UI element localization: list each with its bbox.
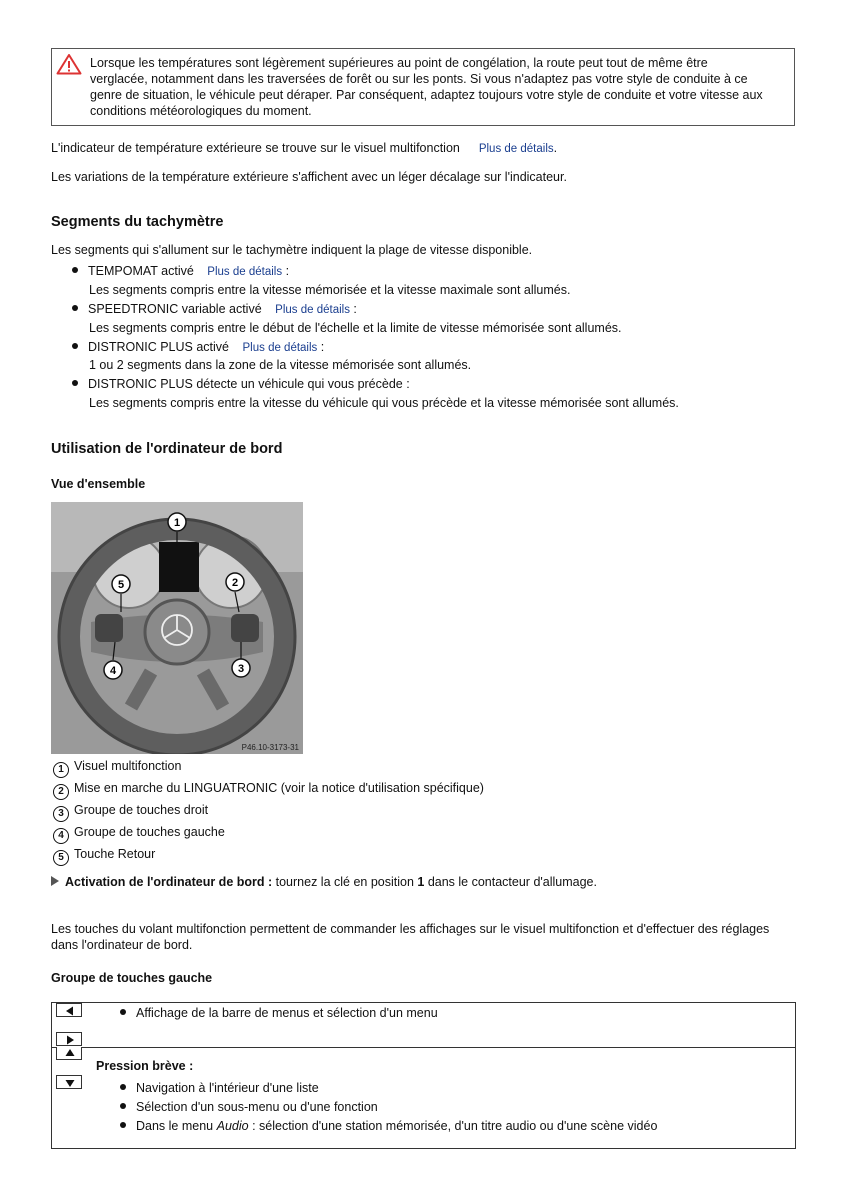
callout-marker: [232, 659, 250, 677]
item-description: Les segments compris entre la vitesse mémorisée et la vitesse maximale sont allumés.: [89, 283, 571, 297]
callout-marker: [226, 573, 244, 591]
details-link[interactable]: Plus de détails: [275, 304, 350, 316]
item-suffix: :: [349, 302, 357, 316]
warning-line: Lorsque les températures sont légèrement supérieures au point de congélation, la route peut tout de même être: [90, 56, 708, 70]
steering-wheel-figure: [51, 502, 303, 754]
svg-text:1: 1: [173, 517, 181, 529]
cell-text: Affichage de la barre de menus et sélection d'un menu: [136, 1006, 438, 1020]
callout-text: Groupe de touches droit: [74, 803, 209, 817]
item-suffix: :: [317, 340, 325, 354]
callout-number-icon: 3: [53, 806, 69, 822]
bullet-icon: [72, 305, 78, 311]
intro-text: L'indicateur de température extérieure se trouve sur le visuel multifonction: [51, 141, 460, 155]
callout-text: Mise en marche du LINGUATRONIC (voir la notice d'utilisation spécifique): [74, 781, 484, 795]
callout-text: Visuel multifonction: [74, 759, 182, 773]
callout-item: [53, 846, 155, 866]
callout-item: [53, 824, 225, 844]
bullet-icon: [120, 1084, 126, 1090]
section-heading: Utilisation de l'ordinateur de bord: [51, 441, 283, 457]
menu-name: Audio: [216, 1119, 249, 1133]
bullet-icon: [120, 1103, 126, 1109]
callout-item: [53, 758, 181, 778]
activation-label: Activation de l'ordinateur de bord :: [65, 875, 273, 889]
cell-text: : sélection d'une station mémorisée, d'un titre audio ou d'une scène vidéo: [248, 1119, 658, 1133]
intro-paragraph-2: Les variations de la température extérieure s'affichent avec un léger décalage sur l'indicateur.: [51, 170, 567, 184]
warning-box: [51, 48, 795, 126]
list-item: [72, 339, 324, 356]
cell-text: Navigation à l'intérieur d'une liste: [136, 1081, 319, 1095]
warning-line: genre de situation, le véhicule peut déraper. Par conséquent, adaptez toujours votre style de conduite et votre vitesse aux: [90, 88, 763, 102]
activation-text: tournez la clé en position: [272, 875, 418, 889]
bullet-icon: [72, 380, 78, 386]
svg-text:5: 5: [117, 579, 125, 591]
warning-line: verglacée, notamment dans les traversées de forêt ou sur les ponts. Si vous n'adaptez pas votre style de conduite à ce: [90, 72, 748, 86]
bullet-icon: [72, 267, 78, 273]
callout-number-icon: 1: [53, 762, 69, 778]
bullet-icon: [120, 1122, 126, 1128]
figure-code: P46.10-3173-31: [241, 743, 299, 752]
callout-marker: [112, 575, 130, 593]
section-intro: Les segments qui s'allument sur le tachymètre indiquent la plage de vitesse disponible.: [51, 243, 533, 257]
list-item: [72, 376, 410, 392]
description-line: Les touches du volant multifonction permettent de commander les affichages sur le visuel multifonction et d'effectuer des réglages: [51, 922, 770, 936]
up-arrow-key-icon: [56, 1047, 82, 1060]
details-link[interactable]: Plus de détails: [242, 342, 318, 354]
callout-marker: [104, 661, 122, 679]
item-label: DISTRONIC PLUS activé: [88, 340, 230, 354]
item-label: TEMPOMAT activé: [88, 264, 194, 278]
warning-icon: [56, 53, 82, 75]
table-cell-item: [120, 1118, 657, 1134]
details-link[interactable]: Plus de détails: [478, 143, 554, 155]
item-label: SPEEDTRONIC variable activé: [88, 302, 262, 316]
callout-marker: [168, 513, 186, 531]
activation-step: [51, 874, 597, 890]
item-label: DISTRONIC PLUS détecte un véhicule qui vous précède :: [88, 377, 410, 391]
cell-text: Sélection d'un sous-menu ou d'une fonction: [136, 1100, 378, 1114]
callout-text: Touche Retour: [74, 847, 156, 861]
activation-end: dans le contacteur d'allumage.: [424, 875, 597, 889]
intro-end: .: [553, 141, 558, 155]
table-cell-item: [120, 1099, 378, 1115]
item-description: 1 ou 2 segments dans la zone de la vitesse mémorisée sont allumés.: [89, 358, 472, 372]
bullet-icon: [72, 343, 78, 349]
list-item: [72, 301, 357, 318]
warning-text: [90, 55, 790, 119]
cell-text: Dans le menu: [136, 1119, 217, 1133]
intro-paragraph-1: [51, 140, 557, 157]
callout-number-icon: 5: [53, 850, 69, 866]
table-row: [52, 1003, 795, 1048]
left-arrow-key-icon: [56, 1003, 82, 1017]
list-item: [72, 263, 289, 280]
svg-text:3: 3: [237, 663, 245, 675]
activation-position: 1: [417, 875, 425, 889]
svg-text:2: 2: [231, 577, 239, 589]
callout-item: [53, 802, 208, 822]
subsection-heading: Groupe de touches gauche: [51, 971, 213, 985]
right-arrow-key-icon: [56, 1032, 82, 1046]
callout-item: [53, 780, 484, 800]
section-heading: Segments du tachymètre: [51, 214, 224, 230]
warning-line: conditions météorologiques du moment.: [90, 104, 312, 118]
item-suffix: :: [282, 264, 290, 278]
table-cell-item: [120, 1080, 319, 1096]
details-link[interactable]: Plus de détails: [207, 266, 283, 278]
svg-text:4: 4: [109, 665, 117, 677]
cell-title: Pression brève :: [96, 1059, 194, 1073]
item-description: Les segments compris entre le début de l'échelle et la limite de vitesse mémorisée sont allumés.: [89, 321, 622, 335]
callout-text: Groupe de touches gauche: [74, 825, 225, 839]
subsection-heading: Vue d'ensemble: [51, 477, 146, 491]
callout-number-icon: 2: [53, 784, 69, 800]
step-arrow-icon: [51, 876, 59, 886]
description-line: dans l'ordinateur de bord.: [51, 938, 193, 952]
button-table: [51, 1002, 796, 1149]
down-arrow-key-icon: [56, 1075, 82, 1089]
callout-number-icon: 4: [53, 828, 69, 844]
bullet-icon: [120, 1009, 126, 1015]
table-cell: [120, 1005, 438, 1021]
item-description: Les segments compris entre la vitesse du véhicule qui vous précède et la vitesse mémorisée sont allumés.: [89, 396, 679, 410]
